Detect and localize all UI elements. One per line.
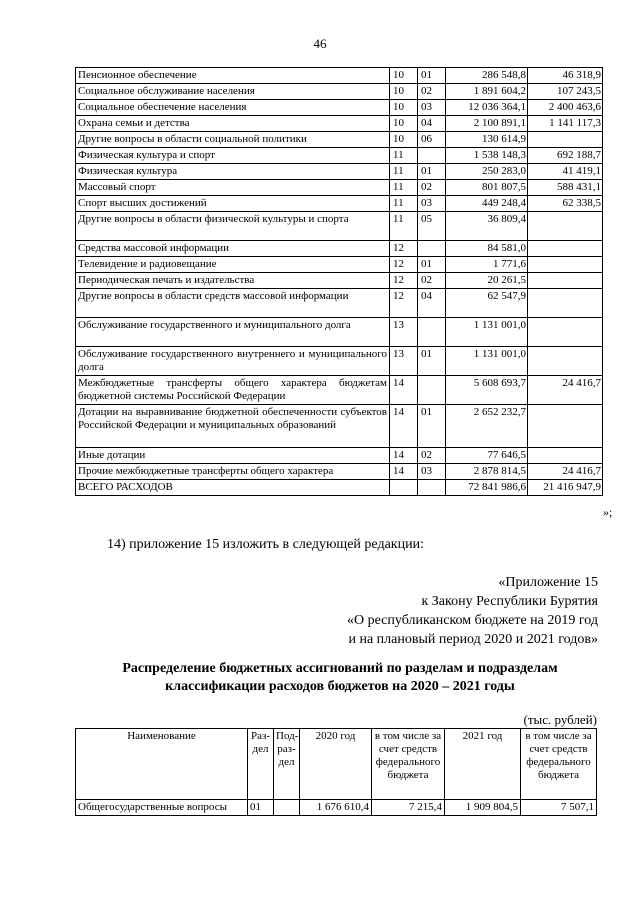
row-value-2	[528, 257, 603, 273]
document-title	[80, 660, 600, 696]
row-value-2	[528, 448, 603, 464]
row-value-1: 250 283,0	[446, 164, 528, 180]
row-name: Охрана семьи и детства	[76, 116, 390, 132]
table-row	[76, 405, 603, 448]
table-row	[76, 84, 603, 100]
row-name: Спорт высших достижений	[76, 196, 390, 212]
row-name: Другие вопросы в области социальной политики	[76, 132, 390, 148]
row-podrazdel	[418, 318, 446, 347]
row-razdel: 12	[390, 241, 418, 257]
row-razdel: 13	[390, 318, 418, 347]
table-row	[76, 132, 603, 148]
row-value-2: 1 141 117,3	[528, 116, 603, 132]
row-podrazdel: 01	[418, 164, 446, 180]
row-razdel: 12	[390, 257, 418, 273]
row-value-1: 2 100 891,1	[446, 116, 528, 132]
row-value-2: 62 338,5	[528, 196, 603, 212]
row-razdel: 14	[390, 405, 418, 448]
row-value-1: 72 841 986,6	[446, 480, 528, 496]
row-razdel: 10	[390, 84, 418, 100]
header-name: Наименование	[76, 729, 248, 800]
row-name: Физическая культура	[76, 164, 390, 180]
row-razdel: 14	[390, 448, 418, 464]
table-row	[76, 164, 603, 180]
row-value-2	[528, 347, 603, 376]
row-value-1: 449 248,4	[446, 196, 528, 212]
row-value-2	[528, 405, 603, 448]
row-razdel: 12	[390, 289, 418, 318]
row-podrazdel: 01	[418, 68, 446, 84]
row-value-1: 130 614,9	[446, 132, 528, 148]
row-value-1: 5 608 693,7	[446, 376, 528, 405]
row-value-2: 107 243,5	[528, 84, 603, 100]
row-razdel: 11	[390, 180, 418, 196]
row-2020: 1 676 610,4	[300, 800, 372, 816]
row-podrazdel	[418, 241, 446, 257]
header-2021: 2021 год	[445, 729, 521, 800]
appendix-header	[258, 573, 598, 649]
row-podrazdel: 02	[418, 180, 446, 196]
row-name: Социальное обеспечение населения	[76, 100, 390, 116]
row-podrazdel: 02	[418, 273, 446, 289]
table-row	[76, 273, 603, 289]
title-line: классификации расходов бюджетов на 2020 – 2021 годы	[165, 679, 515, 694]
table-row	[76, 196, 603, 212]
table-row	[76, 800, 597, 816]
row-value-1: 77 646,5	[446, 448, 528, 464]
row-name: Другие вопросы в области физической культуры и спорта	[76, 212, 390, 241]
row-value-1: 801 807,5	[446, 180, 528, 196]
row-value-2	[528, 273, 603, 289]
row-fed-2020: 7 215,4	[372, 800, 445, 816]
row-razdel	[390, 480, 418, 496]
row-value-1: 1 891 604,2	[446, 84, 528, 100]
row-razdel: 10	[390, 132, 418, 148]
row-name: Обслуживание государственного и муниципального долга	[76, 318, 390, 347]
row-value-2: 24 416,7	[528, 376, 603, 405]
row-value-2: 692 188,7	[528, 148, 603, 164]
table-row	[76, 100, 603, 116]
row-podrazdel: 01	[418, 257, 446, 273]
header-2020: 2020 год	[300, 729, 372, 800]
row-razdel: 10	[390, 100, 418, 116]
row-value-2	[528, 241, 603, 257]
row-name: Массовый спорт	[76, 180, 390, 196]
row-razdel: 11	[390, 148, 418, 164]
row-podrazdel: 02	[418, 448, 446, 464]
row-razdel: 13	[390, 347, 418, 376]
row-name: Межбюджетные трансферты общего характера бюджетам бюджетной системы Российской Федерации	[76, 376, 390, 405]
closing-quote-mark: »;	[603, 505, 613, 519]
table-row	[76, 180, 603, 196]
row-razdel: 11	[390, 212, 418, 241]
row-value-2: 41 419,1	[528, 164, 603, 180]
row-value-1: 84 581,0	[446, 241, 528, 257]
table-row	[76, 212, 603, 241]
row-podrazdel: 01	[418, 347, 446, 376]
row-name: Обслуживание государственного внутреннего и муниципального долга	[76, 347, 390, 376]
row-podrazdel: 03	[418, 464, 446, 480]
row-value-1: 1 131 001,0	[446, 318, 528, 347]
row-value-2: 21 416 947,9	[528, 480, 603, 496]
row-name: Телевидение и радиовещание	[76, 257, 390, 273]
row-podrazdel: 03	[418, 196, 446, 212]
row-podrazdel: 04	[418, 116, 446, 132]
row-razdel: 10	[390, 68, 418, 84]
allocation-table	[75, 728, 597, 816]
row-name: Пенсионное обеспечение	[76, 68, 390, 84]
row-value-2: 46 318,9	[528, 68, 603, 84]
row-value-2	[528, 132, 603, 148]
row-value-1: 20 261,5	[446, 273, 528, 289]
row-value-1: 2 652 232,7	[446, 405, 528, 448]
row-fed-2021: 7 507,1	[521, 800, 597, 816]
row-podrazdel	[418, 480, 446, 496]
row-name: Социальное обслуживание населения	[76, 84, 390, 100]
row-razdel: 10	[390, 116, 418, 132]
appendix-line: «Приложение 15	[498, 575, 598, 590]
row-value-1: 1 771,6	[446, 257, 528, 273]
row-podrazdel: 06	[418, 132, 446, 148]
row-podrazdel: 05	[418, 212, 446, 241]
row-value-2	[528, 289, 603, 318]
row-value-2: 2 400 463,6	[528, 100, 603, 116]
row-value-1: 1 538 148,3	[446, 148, 528, 164]
row-name: Прочие межбюджетные трансферты общего характера	[76, 464, 390, 480]
row-name: Физическая культура и спорт	[76, 148, 390, 164]
row-razdel: 14	[390, 376, 418, 405]
appendix-line: и на плановый период 2020 и 2021 годов»	[348, 632, 598, 647]
row-value-1: 12 036 364,1	[446, 100, 528, 116]
table-row	[76, 464, 603, 480]
row-value-2: 588 431,1	[528, 180, 603, 196]
row-podrazdel	[418, 376, 446, 405]
row-podrazdel	[418, 148, 446, 164]
row-razdel: 11	[390, 196, 418, 212]
row-podrazdel: 02	[418, 84, 446, 100]
row-name: Средства массовой информации	[76, 241, 390, 257]
row-value-2	[528, 318, 603, 347]
row-value-2: 24 416,7	[528, 464, 603, 480]
amendment-item-14: 14) приложение 15 изложить в следующей редакции:	[107, 537, 424, 552]
table-row	[76, 448, 603, 464]
row-podrazdel: 04	[418, 289, 446, 318]
expense-table	[75, 67, 603, 496]
header-razdel: Раз-дел	[248, 729, 274, 800]
table-row	[76, 148, 603, 164]
row-podrazdel: 03	[418, 100, 446, 116]
row-value-1: 2 878 814,5	[446, 464, 528, 480]
row-value-1: 286 548,8	[446, 68, 528, 84]
appendix-line: к Закону Республики Бурятия	[421, 594, 598, 609]
table-row	[76, 318, 603, 347]
row-2021: 1 909 804,5	[445, 800, 521, 816]
row-razdel: 12	[390, 273, 418, 289]
appendix-line: «О республиканском бюджете на 2019 год	[347, 613, 598, 628]
header-podrazdel: Под-раз-дел	[274, 729, 300, 800]
row-value-1: 36 809,4	[446, 212, 528, 241]
units-label: (тыс. рублей)	[523, 712, 597, 727]
table-row	[76, 116, 603, 132]
row-value-2	[528, 212, 603, 241]
table-row	[76, 376, 603, 405]
table-row	[76, 257, 603, 273]
table-row	[76, 289, 603, 318]
row-name: Другие вопросы в области средств массовой информации	[76, 289, 390, 318]
table-row	[76, 68, 603, 84]
row-name: Общегосударственные вопросы	[76, 800, 248, 816]
header-fed-2020: в том числе за счет средств федерального бюджета	[372, 729, 445, 800]
row-podrazdel	[274, 800, 300, 816]
row-podrazdel: 01	[418, 405, 446, 448]
table-header-row	[76, 729, 597, 800]
row-value-1: 62 547,9	[446, 289, 528, 318]
header-fed-2021: в том числе за счет средств федерального бюджета	[521, 729, 597, 800]
row-razdel: 11	[390, 164, 418, 180]
table-row	[76, 241, 603, 257]
table-row	[76, 480, 603, 496]
row-name: Иные дотации	[76, 448, 390, 464]
table-row	[76, 347, 603, 376]
row-name: Периодическая печать и издательства	[76, 273, 390, 289]
row-razdel: 14	[390, 464, 418, 480]
page-number: 46	[313, 36, 327, 51]
row-value-1: 1 131 001,0	[446, 347, 528, 376]
row-name: Дотации на выравнивание бюджетной обеспеченности субъектов Российской Федерации и муниципальных образований	[76, 405, 390, 448]
row-name: ВСЕГО РАСХОДОВ	[76, 480, 390, 496]
row-razdel: 01	[248, 800, 274, 816]
title-line: Распределение бюджетных ассигнований по разделам и подразделам	[122, 661, 558, 676]
